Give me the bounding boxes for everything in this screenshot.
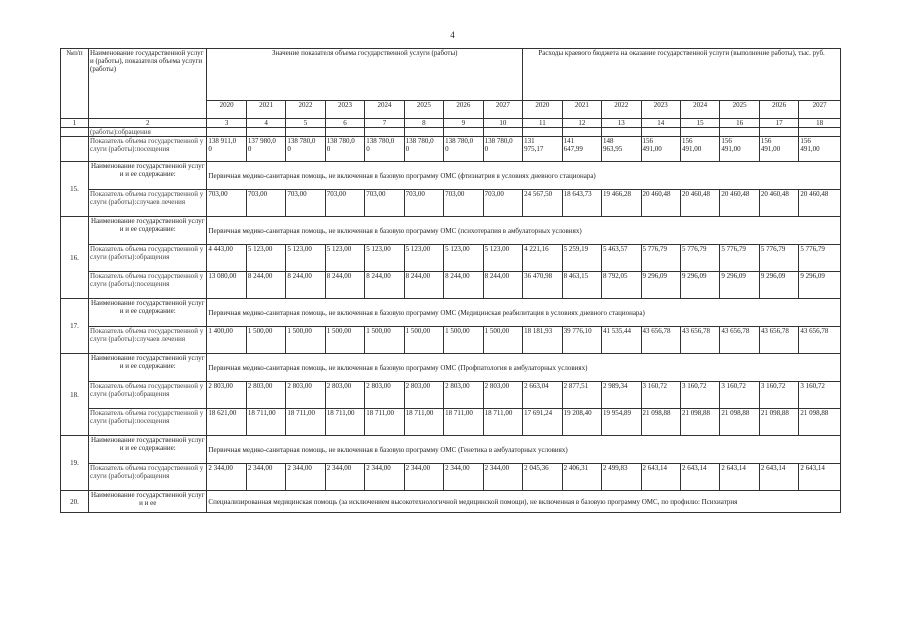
value-cell: 18 711,00 [483, 409, 523, 436]
column-index-cell: 18 [799, 119, 841, 128]
indicator-row [61, 190, 841, 217]
value-cell: 8 244,00 [365, 272, 404, 299]
value-cell: 5 776,79 [799, 245, 841, 272]
value-cell: 1 500,00 [325, 327, 364, 354]
value-cell: 1 500,00 [404, 327, 443, 354]
value-cell: 20 460,48 [720, 190, 759, 217]
column-index-cell: 15 [680, 119, 719, 128]
indicator-row [61, 382, 841, 409]
section-label: Наименование государственной услуги и ее [89, 491, 207, 513]
value-cell: 5 123,00 [325, 245, 364, 272]
value-cell: 138 780,0 0 [483, 137, 523, 162]
value-cell: 5 123,00 [246, 245, 285, 272]
value-cell: 19 954,89 [602, 409, 641, 436]
value-cell: 5 123,00 [444, 245, 483, 272]
column-index-cell: 11 [523, 119, 562, 128]
value-cell: 5 123,00 [365, 245, 404, 272]
section-header-row [61, 299, 841, 327]
value-cell [680, 128, 719, 137]
value-cell [759, 128, 798, 137]
indicator-label: Показатель объема государственной услуги (работы):обращения [89, 382, 207, 409]
value-cell: 703,00 [207, 190, 246, 217]
value-cell: 3 160,72 [641, 382, 680, 409]
value-cell: 21 098,88 [759, 409, 798, 436]
year-header-expense: 2024 [680, 101, 719, 119]
value-cell: 1 400,00 [207, 327, 246, 354]
value-cell: 156 491,00 [641, 137, 680, 162]
indicator-label: Показатель объема государственной услуги (работы):обращения [89, 464, 207, 491]
value-cell: 148 963,95 [602, 137, 641, 162]
section-number: 15. [61, 162, 89, 217]
value-cell: 703,00 [246, 190, 285, 217]
value-cell: 41 535,44 [602, 327, 641, 354]
header-number-column: №п/п [61, 49, 89, 119]
value-cell: 21 098,88 [680, 409, 719, 436]
value-cell: 3 160,72 [720, 382, 759, 409]
value-cell: 2 803,00 [246, 382, 285, 409]
value-cell: 20 460,48 [799, 190, 841, 217]
indicator-label: Показатель объема государственной услуги (работы):посещения [89, 272, 207, 299]
value-cell: 8 463,15 [562, 272, 601, 299]
value-cell: 5 776,79 [759, 245, 798, 272]
value-cell: 8 244,00 [246, 272, 285, 299]
value-cell: 703,00 [404, 190, 443, 217]
value-cell: 2 344,00 [444, 464, 483, 491]
value-cell: 18 711,00 [404, 409, 443, 436]
value-cell [720, 128, 759, 137]
value-cell: 703,00 [325, 190, 364, 217]
value-cell: 156 491,00 [799, 137, 841, 162]
section-number: 19. [61, 436, 89, 491]
value-cell: 2 663,04 [523, 382, 562, 409]
value-cell: 138 780,0 0 [325, 137, 364, 162]
value-cell: 2 643,14 [759, 464, 798, 491]
value-cell: 5 259,19 [562, 245, 601, 272]
value-cell: 3 160,72 [759, 382, 798, 409]
indicator-label: Показатель объема государственной услуги (работы):посещения [89, 137, 207, 162]
section-title: Первичная медико-санитарная помощь, не включенная в базовую программу ОМС (психотерапия в амбулаторных условиях) [207, 217, 841, 245]
value-cell: 19 466,28 [602, 190, 641, 217]
value-cell: 17 691,24 [523, 409, 562, 436]
value-cell: 2 643,14 [720, 464, 759, 491]
value-cell: 141 647,99 [562, 137, 601, 162]
section-header-row [61, 436, 841, 464]
value-cell: 2 803,00 [325, 382, 364, 409]
year-header-expense: 2027 [799, 101, 841, 119]
column-index-cell: 17 [759, 119, 798, 128]
column-index-cell: 1 [61, 119, 89, 128]
section-number: 17. [61, 299, 89, 354]
value-cell [286, 128, 325, 137]
year-header-expense: 2020 [523, 101, 562, 119]
section-number: 18. [61, 354, 89, 436]
value-cell: 2 803,00 [444, 382, 483, 409]
value-cell: 2 803,00 [207, 382, 246, 409]
value-cell: 8 792,05 [602, 272, 641, 299]
section-header-row [61, 354, 841, 382]
value-cell [444, 128, 483, 137]
indicator-label: Показатель объема государственной услуги (работы):случаев лечения [89, 190, 207, 217]
indicator-label: Показатель объема государственной услуги (работы):посещения [89, 409, 207, 436]
value-cell [562, 128, 601, 137]
value-cell: 2 803,00 [365, 382, 404, 409]
year-header-volume: 2022 [286, 101, 325, 119]
indicator-row [61, 137, 841, 162]
value-cell: 3 160,72 [799, 382, 841, 409]
value-cell: 43 656,78 [720, 327, 759, 354]
value-cell: 20 460,48 [680, 190, 719, 217]
year-header-expense: 2022 [602, 101, 641, 119]
value-cell: 18 643,73 [562, 190, 601, 217]
value-cell: 703,00 [286, 190, 325, 217]
value-cell: 5 776,79 [720, 245, 759, 272]
value-cell: 8 244,00 [325, 272, 364, 299]
value-cell: 21 098,88 [720, 409, 759, 436]
value-cell [207, 128, 246, 137]
indicator-row [61, 245, 841, 272]
value-cell [641, 128, 680, 137]
value-cell: 21 098,88 [641, 409, 680, 436]
value-cell: 5 776,79 [641, 245, 680, 272]
value-cell: 8 244,00 [483, 272, 523, 299]
value-cell [523, 128, 562, 137]
value-cell: 4 221,16 [523, 245, 562, 272]
value-cell: 13 080,00 [207, 272, 246, 299]
value-cell: 2 803,00 [286, 382, 325, 409]
value-cell: 19 208,40 [562, 409, 601, 436]
value-cell: 2 344,00 [483, 464, 523, 491]
year-header-expense: 2021 [562, 101, 601, 119]
value-cell: 5 776,79 [680, 245, 719, 272]
row-number-cell [61, 137, 89, 162]
value-cell: 9 296,09 [720, 272, 759, 299]
section-title: Первичная медико-санитарная помощь, не включенная в базовую программу ОМС (Профпатология в амбулаторных условиях) [207, 354, 841, 382]
indicator-label: Показатель объема государственной услуги (работы):обращения [89, 245, 207, 272]
value-cell: 18 711,00 [365, 409, 404, 436]
value-cell: 2 643,14 [799, 464, 841, 491]
value-cell: 20 460,48 [759, 190, 798, 217]
year-header-volume: 2020 [207, 101, 246, 119]
value-cell: 18 181,93 [523, 327, 562, 354]
value-cell: 3 160,72 [680, 382, 719, 409]
value-cell: 2 344,00 [286, 464, 325, 491]
section-label: Наименование государственной услуги и ее содержание: [89, 354, 207, 382]
value-cell: 43 656,78 [680, 327, 719, 354]
value-cell [404, 128, 443, 137]
value-cell: 1 500,00 [286, 327, 325, 354]
value-cell: 138 911,0 0 [207, 137, 246, 162]
value-cell: 2 803,00 [404, 382, 443, 409]
value-cell: 36 470,98 [523, 272, 562, 299]
column-index-cell: 10 [483, 119, 523, 128]
section-header-row [61, 491, 841, 513]
section-label: Наименование государственной услуги и ее содержание: [89, 299, 207, 327]
value-cell: 138 780,0 0 [365, 137, 404, 162]
column-index-cell: 6 [325, 119, 364, 128]
value-cell [799, 128, 841, 137]
value-cell: 2 344,00 [246, 464, 285, 491]
value-cell: 703,00 [444, 190, 483, 217]
column-index-cell: 16 [720, 119, 759, 128]
value-cell: 5 123,00 [286, 245, 325, 272]
value-cell: 8 244,00 [444, 272, 483, 299]
row-number-cell [61, 128, 89, 137]
section-label: Наименование государственной услуги и ее содержание: [89, 436, 207, 464]
value-cell: 43 656,78 [799, 327, 841, 354]
value-cell [325, 128, 364, 137]
value-cell: 8 244,00 [404, 272, 443, 299]
section-number: 16. [61, 217, 89, 299]
year-header-volume: 2024 [365, 101, 404, 119]
value-cell: 18 711,00 [325, 409, 364, 436]
section-label: Наименование государственной услуги и ее содержание: [89, 217, 207, 245]
value-cell: 8 244,00 [286, 272, 325, 299]
column-index-cell: 5 [286, 119, 325, 128]
year-header-volume: 2027 [483, 101, 523, 119]
year-header-volume: 2021 [246, 101, 285, 119]
indicator-row [61, 327, 841, 354]
value-cell [365, 128, 404, 137]
value-cell: 20 460,48 [641, 190, 680, 217]
value-cell: 2 643,14 [641, 464, 680, 491]
column-index-cell: 3 [207, 119, 246, 128]
header-expense-group: Расходы краевого бюджета на оказание государственной услуги (выполнение работы), тыс. руб. [523, 49, 841, 101]
column-index-cell: 14 [641, 119, 680, 128]
indicator-row [61, 464, 841, 491]
header-volume-group: Значение показателя объема государственной услуги (работы) [207, 49, 523, 101]
column-index-row [61, 119, 841, 128]
indicator-row [61, 409, 841, 436]
value-cell: 2 344,00 [404, 464, 443, 491]
value-cell: 156 491,00 [720, 137, 759, 162]
value-cell [246, 128, 285, 137]
value-cell: 43 656,78 [759, 327, 798, 354]
value-cell: 18 621,00 [207, 409, 246, 436]
value-cell: 2 499,83 [602, 464, 641, 491]
value-cell: 1 500,00 [365, 327, 404, 354]
column-index-cell: 7 [365, 119, 404, 128]
value-cell: 2 045,36 [523, 464, 562, 491]
value-cell: 2 344,00 [207, 464, 246, 491]
section-label: Наименование государственной услуги и ее содержание: [89, 162, 207, 190]
value-cell: 2 803,00 [483, 382, 523, 409]
value-cell: 2 344,00 [325, 464, 364, 491]
section-title: Специализированная медицинская помощь (за исключением высокотехнологичной медицинской помощи), не включенная в базовую программу ОМС, по профилю: Психиатрия [207, 491, 841, 513]
section-number: 20. [61, 491, 89, 513]
value-cell: 1 500,00 [483, 327, 523, 354]
value-cell: 24 567,50 [523, 190, 562, 217]
value-cell: 156 491,00 [759, 137, 798, 162]
column-index-cell: 2 [89, 119, 207, 128]
column-index-cell: 13 [602, 119, 641, 128]
value-cell: 4 443,00 [207, 245, 246, 272]
value-cell: 5 123,00 [404, 245, 443, 272]
value-cell: 18 711,00 [444, 409, 483, 436]
value-cell: 2 989,34 [602, 382, 641, 409]
value-cell: 2 643,14 [680, 464, 719, 491]
year-header-expense: 2026 [759, 101, 798, 119]
value-cell: 5 123,00 [483, 245, 523, 272]
value-cell: 2 406,31 [562, 464, 601, 491]
value-cell: 43 656,78 [641, 327, 680, 354]
value-cell [602, 128, 641, 137]
value-cell: 703,00 [483, 190, 523, 217]
section-title: Первичная медико-санитарная помощь, не включенная в базовую программу ОМС (фтизиатрия в условиях дневного стационара) [207, 162, 841, 190]
value-cell: 131 975,17 [523, 137, 562, 162]
column-index-cell: 12 [562, 119, 601, 128]
section-title: Первичная медико-санитарная помощь, не включенная в базовую программу ОМС (Генетика в амбулаторных условиях) [207, 436, 841, 464]
value-cell: 138 780,0 0 [444, 137, 483, 162]
year-header-volume: 2023 [325, 101, 364, 119]
header-name-column: Наименование государственной услуги (работы), показателя объема услуги (работы) [89, 49, 207, 119]
year-header-expense: 2023 [641, 101, 680, 119]
year-header-expense: 2025 [720, 101, 759, 119]
value-cell: 2 877,51 [562, 382, 601, 409]
value-cell [483, 128, 523, 137]
value-cell: 21 098,88 [799, 409, 841, 436]
value-cell: 703,00 [365, 190, 404, 217]
indicator-label: Показатель объема государственной услуги (работы):случаев лечения [89, 327, 207, 354]
section-header-row [61, 162, 841, 190]
value-cell: 18 711,00 [286, 409, 325, 436]
value-cell: 1 500,00 [246, 327, 285, 354]
indicator-row [61, 272, 841, 299]
services-table [60, 48, 841, 513]
value-cell: 18 711,00 [246, 409, 285, 436]
page-number: 4 [450, 30, 455, 40]
year-header-volume: 2025 [404, 101, 443, 119]
indicator-row [61, 128, 841, 137]
value-cell: 156 491,00 [680, 137, 719, 162]
value-cell: 9 296,09 [799, 272, 841, 299]
value-cell: 138 780,0 0 [404, 137, 443, 162]
indicator-label: (работы):обращения [89, 128, 207, 137]
value-cell: 9 296,09 [759, 272, 798, 299]
column-index-cell: 8 [404, 119, 443, 128]
value-cell: 2 344,00 [365, 464, 404, 491]
value-cell: 137 980,0 0 [246, 137, 285, 162]
year-header-volume: 2026 [444, 101, 483, 119]
value-cell: 39 776,10 [562, 327, 601, 354]
header-row [61, 49, 841, 101]
column-index-cell: 4 [246, 119, 285, 128]
value-cell: 138 780,0 0 [286, 137, 325, 162]
section-title: Первичная медико-санитарная помощь, не включенная в базовую программу ОМС (Медицинская реабилитация в условиях дневного стационара) [207, 299, 841, 327]
value-cell: 9 296,09 [680, 272, 719, 299]
value-cell: 5 463,57 [602, 245, 641, 272]
value-cell: 9 296,09 [641, 272, 680, 299]
column-index-cell: 9 [444, 119, 483, 128]
section-header-row [61, 217, 841, 245]
value-cell: 1 500,00 [444, 327, 483, 354]
